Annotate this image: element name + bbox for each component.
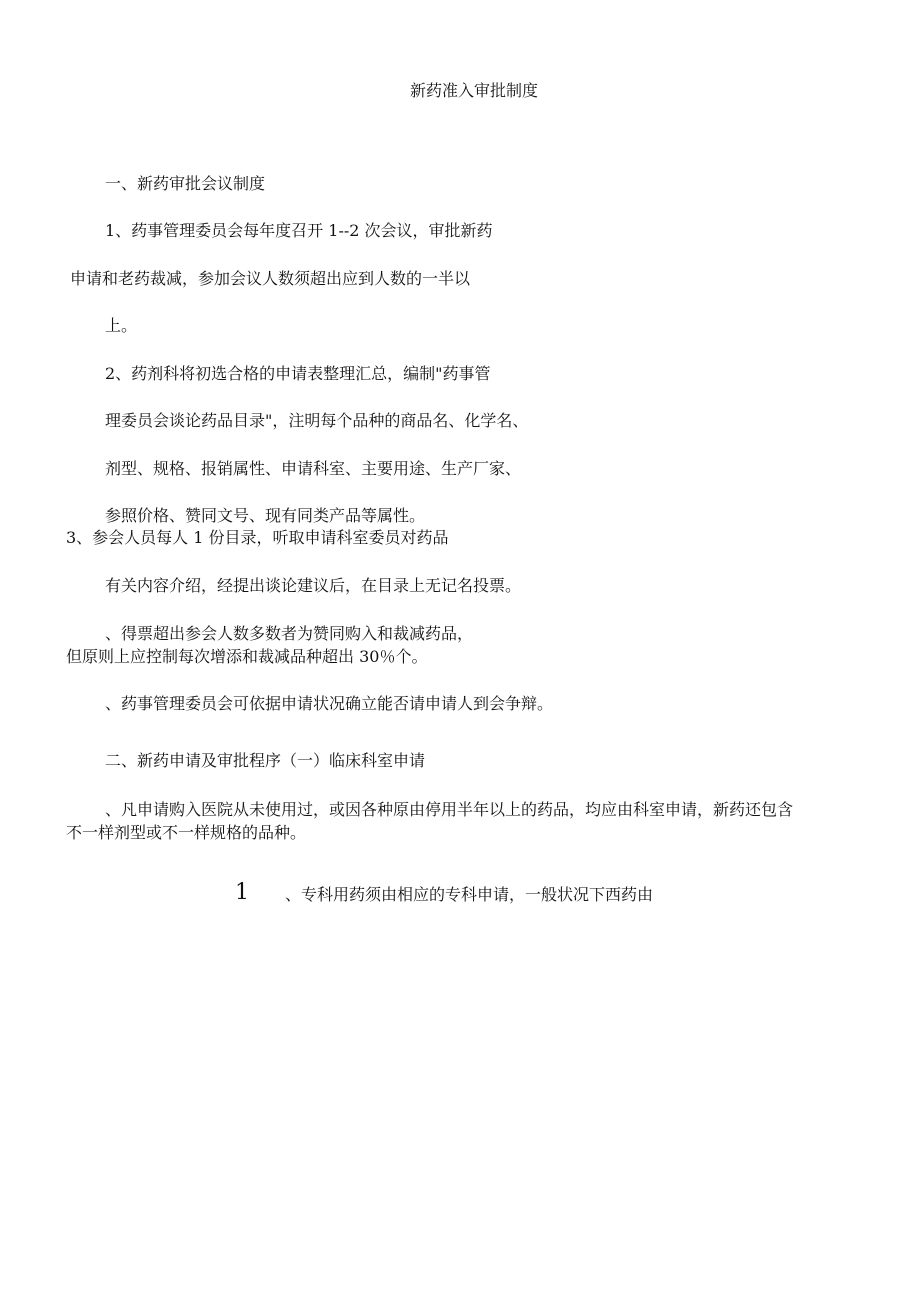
section-heading-1: 一、新药审批会议制度 [105,174,266,193]
section-heading-2: 二、新药申请及审批程序（一）临床科室申请 [105,751,426,770]
paragraph-line: 理委员会谈论药品目录"，注明每个品种的商品名、化学名、 [105,411,529,430]
paragraph-line: 不一样剂型或不一样规格的品种。 [66,823,307,842]
page-title: 新药准入审批制度 [410,81,539,100]
paragraph-line: 申请和老药裁减，参加会议人数须超出应到人数的一半以 [70,269,471,288]
paragraph-line: 、得票超出参会人数多数者为赞同购入和裁减药品， [105,624,474,643]
paragraph-line: 有关内容介绍，经提出谈论建议后，在目录上无记名投票。 [105,576,522,595]
paragraph-line: 、药事管理委员会可依据申请状况确立能否请申请人到会争辩。 [105,694,554,713]
paragraph-line: 参照价格、赞同文号、现有同类产品等属性。 [105,506,426,525]
paragraph-line: 剂型、规格、报销属性、申请科室、主要用途、生产厂家、 [105,459,522,478]
paragraph-line: 1、药事管理委员会每年度召开 1--2 次会议，审批新药 [105,221,493,240]
paragraph-line: 3、参会人员每人 1 份目录，听取申请科室委员对药品 [66,528,449,547]
paragraph-line: 2、药剂科将初选合格的申请表整理汇总，编制"药事管 [105,364,491,383]
paragraph-line: 、凡申请购入医院从未使用过，或因各种原由停用半年以上的药品，均应由科室申请，新药还包含 [105,800,794,819]
paragraph-line: 上。 [105,316,138,335]
list-number: 1 [235,880,249,905]
paragraph-line: 、专科用药须由相应的专科申请，一般状况下西药由 [285,885,654,904]
paragraph-line: 但原则上应控制每次增添和裁减品种超出 30％个。 [66,647,428,666]
